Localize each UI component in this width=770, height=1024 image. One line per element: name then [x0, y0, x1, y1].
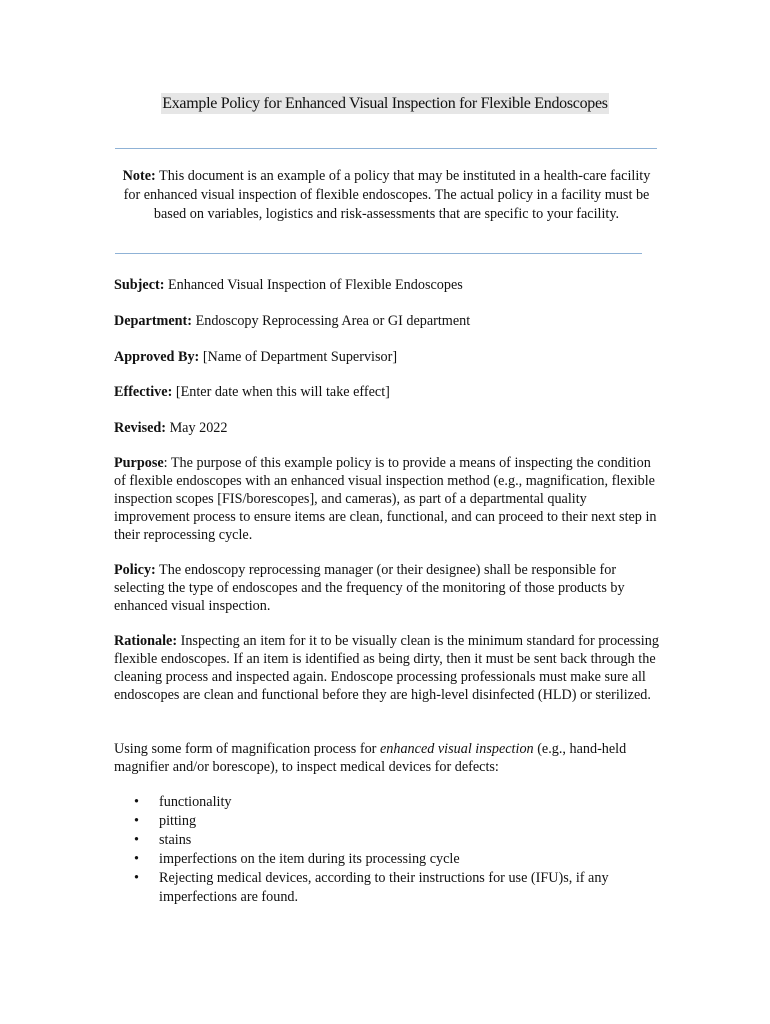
list-item — [114, 831, 654, 850]
list-item-text: pitting — [159, 813, 197, 829]
purpose-text: : The purpose of this example policy is to provide a means of inspecting the condition of flexible endoscopes with an enhanced visual inspection method (e.g., magnification, flexible inspection scopes [FIS/borescopes], and cameras), as part of a departmental quality improvement process to ensure items are clean, functional, and can proceed to their next step in their reprocessing cycle. — [114, 455, 657, 543]
purpose-paragraph — [114, 454, 662, 544]
bullet-icon: • — [134, 851, 139, 867]
usage-text-after: (e.g., hand-held magnifier and/or borescope), to inspect medical devices for defects: — [114, 741, 627, 775]
top-divider — [115, 148, 657, 149]
list-item-text: imperfections on the item during its processing cycle — [159, 851, 460, 867]
rationale-text: Inspecting an item for it to be visually clean is the minimum standard for processing flexible endoscopes. If an item is identified as being dirty, then it must be sent back through the cleaning process and inspected again. Endoscope processing professionals must make sure all endoscopes are clean and functional before they are high-level disinfected (HLD) or sterilized. — [114, 633, 659, 703]
bottom-divider — [115, 253, 642, 254]
usage-paragraph — [114, 740, 662, 776]
effective-field — [114, 383, 662, 401]
department-field — [114, 312, 662, 330]
policy-label: Policy: — [114, 562, 156, 578]
subject-value: Enhanced Visual Inspection of Flexible Endoscopes — [164, 277, 463, 293]
list-item-text: stains — [159, 832, 192, 848]
department-label: Department: — [114, 313, 193, 329]
policy-text: The endoscopy reprocessing manager (or their designee) shall be responsible for selecting the type of endoscopes and the frequency of the monitoring of those products by enhanced visual inspection. — [114, 562, 625, 614]
defects-list — [114, 793, 654, 907]
bullet-icon: • — [134, 794, 139, 810]
note-label: Note: — [122, 168, 156, 184]
rationale-paragraph — [114, 632, 662, 704]
effective-label: Effective: — [114, 384, 173, 400]
policy-paragraph — [114, 561, 662, 615]
revised-field — [114, 419, 662, 437]
note-block — [113, 167, 660, 224]
approved-by-field — [114, 348, 662, 366]
list-item — [114, 812, 654, 831]
department-value: Endoscopy Reprocessing Area or GI department — [192, 313, 471, 329]
approved-by-label: Approved By: — [114, 349, 200, 365]
revised-value: May 2022 — [166, 420, 228, 436]
document-title-text: Example Policy for Enhanced Visual Inspection for Flexible Endoscopes — [162, 95, 608, 112]
effective-value: [Enter date when this will take effect] — [172, 384, 390, 400]
usage-text-before: Using some form of magnification process for — [114, 741, 380, 757]
usage-emphasis: enhanced visual inspection — [379, 741, 534, 757]
approved-by-value: [Name of Department Supervisor] — [199, 349, 398, 365]
list-item-text: Rejecting medical devices, according to their instructions for use (IFU)s, if any imperfections are found. — [159, 870, 609, 905]
bullet-icon: • — [134, 870, 139, 886]
note-text: This document is an example of a policy that may be instituted in a health-care facility for enhanced visual inspection of flexible endoscopes. The actual policy in a facility must be based on variables, logistics and risk-assessments that are specific to your facility. — [123, 168, 651, 222]
revised-label: Revised: — [114, 420, 167, 436]
list-item — [114, 793, 654, 812]
list-item — [114, 869, 654, 907]
list-item — [114, 850, 654, 869]
purpose-label: Purpose — [114, 455, 164, 471]
rationale-label: Rationale: — [114, 633, 178, 649]
list-item-text: functionality — [159, 794, 232, 810]
document-title — [0, 92, 770, 116]
bullet-icon: • — [134, 813, 139, 829]
subject-field — [114, 276, 662, 294]
bullet-icon: • — [134, 832, 139, 848]
subject-label: Subject: — [114, 277, 165, 293]
